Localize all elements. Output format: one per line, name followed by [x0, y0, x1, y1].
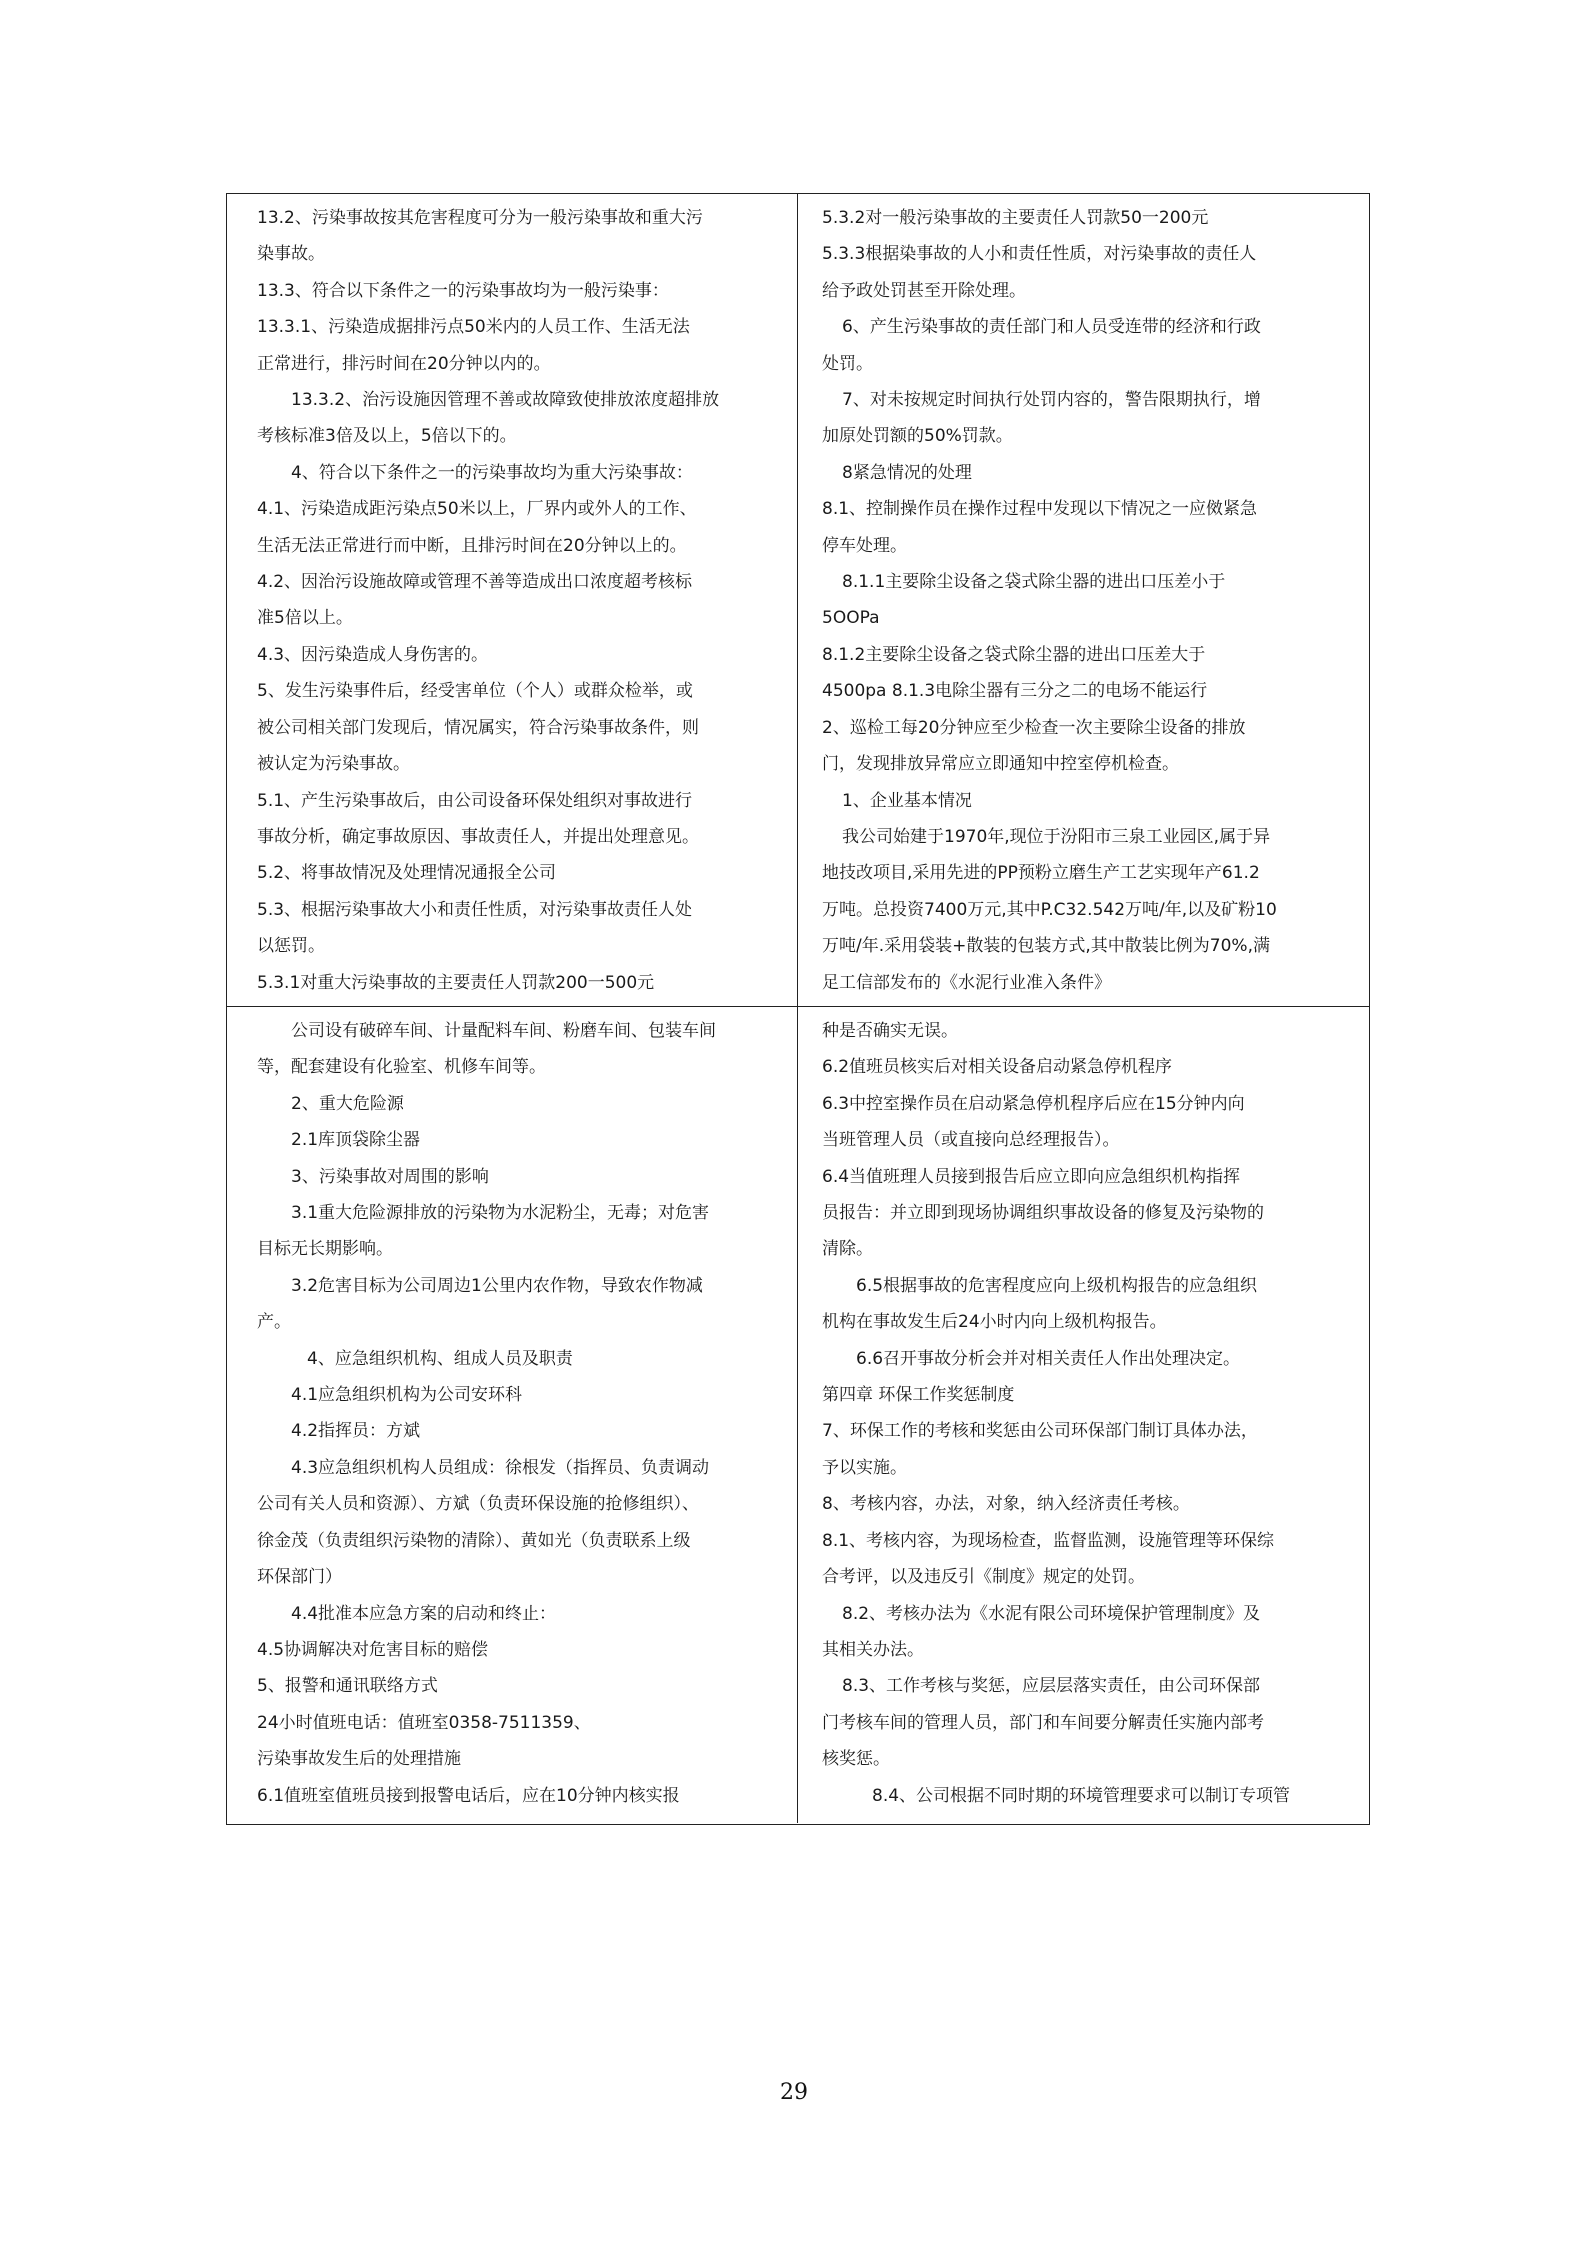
text-line: 13.2、污染事故按其危害程度可分为一般污染事故和重大污 [257, 208, 703, 228]
text-line: 考核标准3倍及以上，5倍以下的。 [257, 426, 517, 447]
text-line: 8、考核内容，办法，对象，纳入经济责任考核。 [822, 1494, 1190, 1515]
text-line: 门考核车间的管理人员，部门和车间要分解责任实施内部考 [822, 1712, 1264, 1733]
text-line: 5.2、将事故情况及处理情况通报全公司 [257, 863, 557, 884]
text-line: 8紧急情况的处理 [842, 462, 972, 483]
text-line: 7、对未按规定时间执行处罚内容的，警告限期执行，增 [842, 390, 1261, 411]
text-line: 员报告：并立即到现场协调组织事故设备的修复及污染物的 [822, 1203, 1264, 1224]
text-line: 5.3、根据污染事故大小和责任性质，对污染事故责任人处 [257, 899, 693, 920]
text-line: 4.1、污染造成距污染点50米以上，厂界内或外人的工作、 [257, 499, 697, 520]
text-line: 4.4批准本应急方案的启动和终止： [291, 1603, 557, 1624]
text-line: 4.2指挥员：方斌 [291, 1421, 421, 1442]
text-line: 6.2值班员核实后对相关设备启动紧急停机程序 [822, 1057, 1173, 1078]
text-line: 万吨/年.采用袋装+散装的包装方式,其中散装比例为70%,满 [822, 936, 1270, 957]
text-line: 万吨。总投资7400万元,其中P.C32.542万吨/年,以及矿粉10 [822, 899, 1277, 920]
text-line: 6.3中控室操作员在启动紧急停机程序后应在15分钟内向 [822, 1093, 1245, 1114]
text-line: 6.1值班室值班员接到报警电话后，应在10分钟内核实报 [257, 1785, 680, 1806]
text-line: 门，发现排放异常应立即通知中控室停机检查。 [822, 754, 1179, 775]
text-line: 6.5根据事故的危害程度应向上级机构报告的应急组织 [856, 1275, 1258, 1296]
text-line: 正常进行，排污时间在20分钟以内的。 [257, 353, 551, 374]
text-line: 清除。 [822, 1239, 873, 1260]
text-line: 地技改项目,采用先进的PP预粉立磨生产工艺实现年产61.2 [822, 863, 1260, 884]
cell-bottom-right [798, 1007, 1369, 1823]
text-line: 8.1.2主要除尘设备之袋式除尘器的进出口压差大于 [822, 644, 1206, 665]
text-line: 合考评，以及违反引《制度》规定的处罚。 [822, 1567, 1145, 1588]
text-line: 4.1应急组织机构为公司安环科 [291, 1385, 523, 1406]
cell-top-right [798, 194, 1369, 1006]
text-line: 4.3、因污染造成人身伤害的。 [257, 644, 489, 665]
text-line: 公司设有破碎车间、计量配料车间、粉磨车间、包装车间 [291, 1021, 716, 1041]
text-line: 8.1.1主要除尘设备之袋式除尘器的进出口压差小于 [842, 572, 1226, 593]
text-line: 6、产生污染事故的责任部门和人员受连带的经济和行政 [842, 317, 1261, 338]
text-line: 4、符合以下条件之一的污染事故均为重大污染事故： [291, 462, 693, 483]
text-line: 目标无长期影响。 [257, 1239, 393, 1260]
cell-bottom-left [227, 1007, 798, 1823]
text-line: 加原处罚额的50%罚款。 [822, 426, 1013, 447]
text-line: 予以实施。 [822, 1457, 907, 1478]
text-line: 2、重大危险源 [291, 1093, 404, 1114]
text-line: 机构在事故发生后24小时内向上级机构报告。 [822, 1312, 1167, 1333]
text-line: 1、企业基本情况 [842, 790, 972, 811]
text-line: 7、环保工作的考核和奖惩由公司环保部门制订具体办法， [822, 1421, 1258, 1442]
text-line: 被认定为污染事故。 [257, 754, 410, 775]
text-line: 生活无法正常进行而中断，且排污时间在20分钟以上的。 [257, 535, 687, 556]
text-line: 第四章 环保工作奖惩制度 [822, 1385, 1015, 1406]
text-line: 当班管理人员（或直接向总经理报告）。 [822, 1130, 1120, 1151]
text-line: 6.6召开事故分析会并对相关责任人作出处理决定。 [856, 1348, 1241, 1369]
text-line: 以惩罚。 [257, 936, 325, 957]
text-line: 3、污染事故对周围的影响 [291, 1166, 489, 1187]
text-line: 4.5协调解决对危害目标的赔偿 [257, 1639, 489, 1660]
text-line: 准5倍以上。 [257, 608, 353, 629]
page-number: 29 [780, 2080, 808, 2105]
table-row-top [227, 194, 1369, 1007]
text-line: 4.2、因治污设施故障或管理不善等造成出口浓度超考核标 [257, 572, 693, 593]
text-line: 8.2、考核办法为《水泥有限公司环境保护管理制度》及 [842, 1603, 1261, 1624]
text-line: 我公司始建于1970年,现位于汾阳市三泉工业园区,属于异 [842, 826, 1271, 847]
text-line: 等，配套建设有化验室、机修车间等。 [257, 1057, 546, 1078]
text-line: 5.3.2对一般污染事故的主要责任人罚款50一200元 [822, 208, 1209, 228]
text-line: 徐金茂（负责组织污染物的清除）、黄如光（负责联系上级 [257, 1530, 691, 1551]
text-line: 13.3、符合以下条件之一的污染事故均为一般污染事： [257, 280, 669, 301]
text-line: 染事故。 [257, 244, 325, 265]
text-line: 污染事故发生后的处理措施 [257, 1749, 461, 1770]
text-line: 5.1、产生污染事故后，由公司设备环保处组织对事故进行 [257, 790, 693, 811]
text-line: 2.1库顶袋除尘器 [291, 1130, 421, 1151]
text-line: 事故分析，确定事故原因、事故责任人，并提出处理意见。 [257, 826, 699, 847]
text-line: 足工信部发布的《水泥行业准入条件》 [822, 972, 1111, 993]
text-line: 给予政处罚甚至开除处理。 [822, 280, 1026, 301]
text-line: 24小时值班电话：值班室0358-7511359、 [257, 1712, 591, 1733]
text-line: 2、巡检工每20分钟应至少检查一次主要除尘设备的排放 [822, 717, 1246, 738]
text-line: 4、应急组织机构、组成人员及职责 [307, 1348, 573, 1369]
text-line: 被公司相关部门发现后，情况属实，符合污染事故条件，则 [257, 717, 699, 738]
text-line: 核奖惩。 [822, 1749, 890, 1770]
text-line: 5OOPa [822, 608, 880, 629]
text-line: 3.2危害目标为公司周边1公里内农作物，导致农作物减 [291, 1275, 703, 1296]
text-line: 6.4当值班理人员接到报告后应立即向应急组织机构指挥 [822, 1166, 1241, 1187]
text-line: 5.3.3根据染事故的人小和责任性质，对污染事故的责任人 [822, 244, 1257, 265]
text-line: 8.3、工作考核与奖惩，应层层落实责任，由公司环保部 [842, 1676, 1261, 1697]
text-line: 4500pa 8.1.3电除尘器有三分之二的电场不能运行 [822, 681, 1208, 702]
text-line: 其相关办法。 [822, 1639, 924, 1660]
text-line: 停车处理。 [822, 535, 907, 556]
text-line: 5.3.1对重大污染事故的主要责任人罚款200一500元 [257, 972, 655, 993]
text-line: 13.3.1、污染造成据排污点50米内的人员工作、生活无法 [257, 317, 690, 338]
text-line: 5、发生污染事件后，经受害单位（个人）或群众检举，或 [257, 681, 693, 702]
text-line: 5、报警和通讯联络方式 [257, 1676, 438, 1697]
text-line: 种是否确实无误。 [822, 1021, 958, 1041]
text-line: 8.1、控制操作员在操作过程中发现以下情况之一应傚紧急 [822, 499, 1258, 520]
text-line: 8.1、考核内容，为现场检查，监督监测，设施管理等环保综 [822, 1530, 1275, 1551]
table-row-bottom [227, 1007, 1369, 1823]
cell-top-left [227, 194, 798, 1006]
text-line: 3.1重大危险源排放的污染物为水泥粉尘，无毒；对危害 [291, 1203, 710, 1224]
text-line: 处罚。 [822, 353, 873, 374]
text-line: 13.3.2、治污设施因管理不善或故障致使排放浓度超排放 [291, 390, 720, 411]
text-line: 4.3应急组织机构人员组成：徐根发（指挥员、负责调动 [291, 1457, 710, 1478]
document-table [226, 193, 1370, 1825]
text-line: 产。 [257, 1312, 291, 1333]
text-line: 公司有关人员和资源）、方斌（负责环保设施的抢修组织）、 [257, 1494, 699, 1515]
text-line: 环保部门） [257, 1567, 342, 1588]
text-line: 8.4、公司根据不同时期的环境管理要求可以制订专项管 [872, 1785, 1291, 1806]
